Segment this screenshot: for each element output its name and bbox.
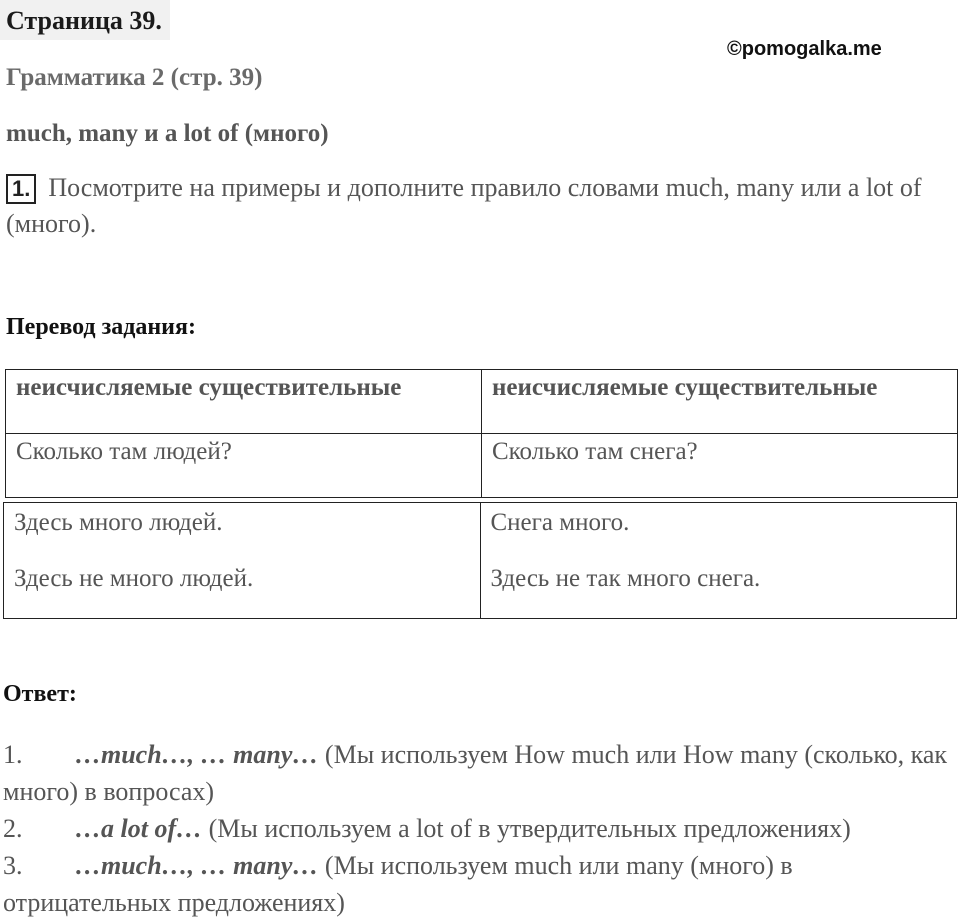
table-cell [480, 503, 957, 619]
answer-number: 2. [3, 814, 23, 843]
table-row [6, 434, 958, 498]
translation-heading: Перевод задания: [6, 314, 196, 340]
example-sentence: Здесь много людей. [14, 509, 223, 536]
table-cell: Сколько там людей? [6, 434, 482, 498]
table-header-cell: неисчисляемые существительные [6, 370, 482, 434]
answer-item [3, 847, 953, 921]
examples-table [3, 502, 957, 619]
task [6, 170, 951, 242]
example-sentence: Здесь не так много снега. [490, 565, 761, 592]
answer-item [3, 810, 953, 847]
table-cell [4, 503, 481, 619]
nouns-table [5, 369, 958, 498]
answer-text: …much…, … many… [75, 851, 319, 880]
task-number: 1. [6, 174, 36, 204]
answer-number: 1. [3, 740, 23, 769]
answer-text: …a lot of… [75, 814, 203, 843]
section-title: Грамматика 2 (стр. 39) [6, 64, 263, 91]
answer-item [3, 736, 953, 810]
example-sentence: Здесь не много людей. [14, 565, 254, 592]
answer-explanation: (Мы используем a lot of в утвердительных предложениях) [202, 814, 851, 843]
answer-list [3, 736, 953, 921]
table-header-cell: неисчисляемые существительные [482, 370, 958, 434]
table-cell: Сколько там снега? [482, 434, 958, 498]
answer-heading: Ответ: [3, 681, 77, 707]
answer-number: 3. [3, 851, 23, 880]
answer-explanation: (Мы используем How much или How many (сколько, как много) в вопросах) [3, 740, 948, 806]
answer-explanation: (Мы используем much или many (много) в отрицательных предложениях) [3, 851, 793, 917]
answer-text: …much…, … many… [75, 740, 319, 769]
page-title: Страница 39. [0, 0, 170, 40]
watermark: ©pomogalka.me [727, 38, 882, 60]
table-header-row [6, 370, 958, 434]
table-row [4, 503, 957, 619]
task-text: Посмотрите на примеры и дополните правило словами much, many или a lot of (много). [6, 173, 922, 238]
example-sentence: Снега много. [490, 509, 630, 536]
topic-title: much, many и a lot of (много) [6, 120, 329, 147]
